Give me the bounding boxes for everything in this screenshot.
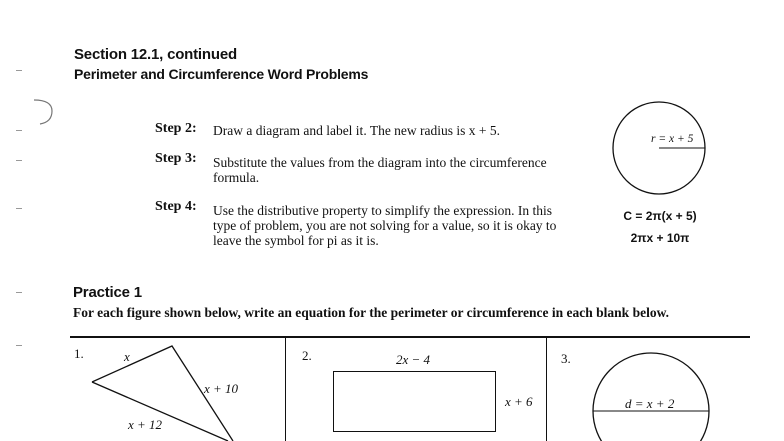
margin-mark — [16, 160, 22, 161]
side-label: x + 12 — [128, 417, 163, 432]
grid-divider — [285, 337, 286, 441]
side-label: x + 6 — [505, 394, 533, 409]
margin-mark — [16, 208, 22, 209]
rectangle-figure — [333, 371, 496, 432]
margin-mark — [16, 70, 22, 71]
section-title: Section 12.1, continued — [74, 46, 237, 63]
problem-number: 3. — [561, 351, 571, 366]
step-label: Step 2: — [155, 121, 197, 136]
step-text: Substitute the values from the diagram into the circumference formula. — [213, 155, 547, 185]
margin-arc — [30, 94, 60, 128]
formula-circumference: C = 2π(x + 5) — [623, 209, 697, 223]
step-text: Use the distributive property to simplify the expression. In this type of problem, you are not solving for a value, so it is okay to leave the symbol for pi as it is. — [213, 203, 557, 248]
side-label: 2x − 4 — [396, 352, 431, 367]
side-label: x — [124, 349, 130, 364]
radius-label: r = x + 5 — [651, 133, 694, 145]
formula-simplified: 2πx + 10π — [630, 231, 690, 245]
circle-diagram — [606, 98, 716, 198]
practice-title: Practice 1 — [73, 284, 142, 301]
side-label: x + 10 — [204, 381, 239, 396]
margin-mark — [16, 292, 22, 293]
problem-number: 2. — [302, 348, 312, 363]
practice-instruction: For each figure shown below, write an equation for the perimeter or circumference in each blank below. — [73, 305, 669, 320]
margin-mark — [16, 130, 22, 131]
diameter-label: d = x + 2 — [625, 396, 675, 411]
section-subtitle: Perimeter and Circumference Word Problems — [74, 66, 369, 82]
margin-mark — [16, 345, 22, 346]
problem-number: 1. — [74, 346, 84, 361]
grid-top-line — [70, 336, 750, 338]
grid-divider — [546, 337, 547, 441]
step-label: Step 4: — [155, 199, 197, 214]
step-text: Draw a diagram and label it. The new radius is x + 5. — [213, 123, 501, 138]
step-label: Step 3: — [155, 151, 197, 166]
